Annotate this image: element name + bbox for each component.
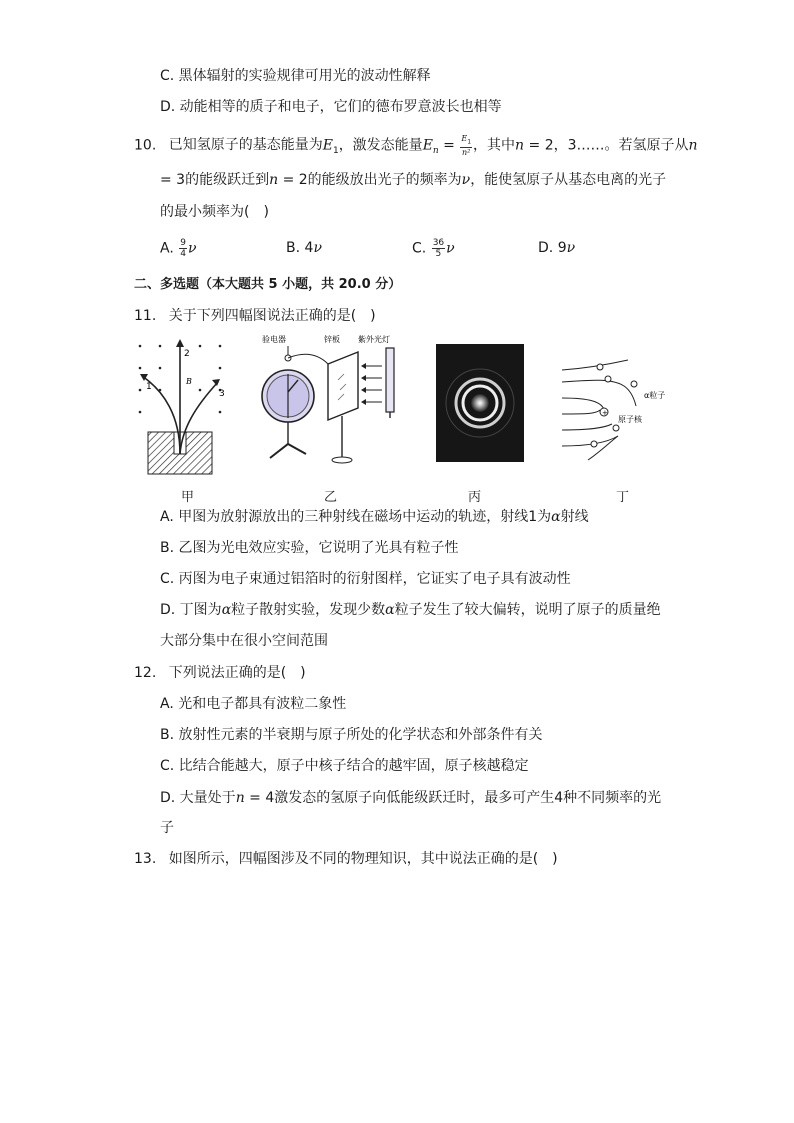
q13-stem: 如图所示，四幅图涉及不同的物理知识，其中说法正确的是( ) xyxy=(168,851,558,867)
q10-opt-d-val: 9 xyxy=(557,240,567,256)
figure-ding-alpha-scattering xyxy=(560,356,670,468)
q11-option-c: C. 丙图为电子束通过铝箔时的衍射图样，它证实了电子具有波动性 xyxy=(160,571,571,587)
q12-stem: 下列说法正确的是( ) xyxy=(168,665,306,681)
q12-option-d-cont: 子 xyxy=(160,820,174,836)
q11-opt-d-text1: D. 丁图为 xyxy=(160,602,222,618)
q12-number: 12. xyxy=(134,665,157,681)
q10-option-d xyxy=(538,238,575,258)
q10-n: n xyxy=(515,137,525,154)
q12-opt-d-n: n xyxy=(235,790,245,806)
q11-option-d xyxy=(160,600,661,620)
q12-opt-d-text1: D. 大量处于 xyxy=(160,790,236,806)
q10-text-a: 已知氢原子的基态能量为 xyxy=(168,137,323,154)
caption-jia: 甲 xyxy=(181,490,195,505)
q10-line2-a: = 3的能级跃迁到 xyxy=(160,172,270,188)
q12-opt-d-text2: = 4激发态的氢原子向低能级跃迁时，最多可产生4种不同频率的光 xyxy=(244,790,662,806)
q10-eq: = xyxy=(438,137,460,154)
q10-line-3: 的最小频率为( ) xyxy=(160,204,269,220)
q11-opt-d-alpha2: α xyxy=(385,602,395,618)
q11-opt-d-text3: 粒子发生了较大偏转，说明了原子的质量绝 xyxy=(394,602,661,618)
q10-opt-a-label: A. xyxy=(160,240,174,257)
jia-label-1: 1 xyxy=(146,382,152,392)
connecting-wire xyxy=(288,354,328,364)
nucleus-plus-icon: + xyxy=(602,409,608,417)
alpha-trajectories xyxy=(562,360,636,460)
q10-opt-a-num: 9 xyxy=(180,238,186,248)
q10-opt-d-label: D. xyxy=(538,240,554,256)
q11-stem-line xyxy=(134,306,376,326)
q13-number: 13. xyxy=(134,851,157,867)
q10-option-a xyxy=(160,238,196,259)
alpha-particle-markers xyxy=(591,364,637,447)
yi-label-uv-lamp: 紫外光灯 xyxy=(358,335,390,344)
q10-opt-c-num: 36 xyxy=(432,238,445,248)
q10-opt-a-den: 4 xyxy=(180,249,186,259)
q10-line-2 xyxy=(160,170,666,190)
q10-opt-a-v: ν xyxy=(187,240,197,257)
q10-energy-fraction xyxy=(460,134,472,157)
q11-stem: 关于下列四幅图说法正确的是( ) xyxy=(168,308,376,324)
yi-label-electroscope: 验电器 xyxy=(262,335,286,344)
caption-ding: 丁 xyxy=(616,490,630,505)
ding-label-alpha: α粒子 xyxy=(644,391,666,400)
q10-opt-b-label: B. xyxy=(286,240,301,256)
jia-label-3: 3 xyxy=(219,389,225,399)
q11-option-a xyxy=(160,507,589,527)
q10-frac-den: n² xyxy=(462,147,471,157)
q10-frac-num-sub: 1 xyxy=(467,138,472,146)
q9-option-c: C. 黑体辐射的实验规律可用光的波动性解释 xyxy=(160,68,431,84)
q10-e1: E xyxy=(322,137,333,154)
q10-opt-c-fraction xyxy=(432,238,445,259)
q10-frac-num: E xyxy=(461,134,468,143)
q10-en: E xyxy=(422,137,433,154)
q10-option-c xyxy=(412,238,455,259)
q10-e1-sub: 1 xyxy=(332,146,339,157)
q9-option-d: D. 动能相等的质子和电子，它们的德布罗意波长也相等 xyxy=(160,99,502,115)
q11-opt-d-alpha: α xyxy=(221,602,232,618)
q11-opt-a-text1: A. 甲图为放射源放出的三种射线在磁场中运动的轨迹，射线1为 xyxy=(160,509,552,525)
section-title-multiple-choice: 二、多选题（本大题共 5 小题，共 20.0 分） xyxy=(134,277,402,292)
zinc-plate xyxy=(328,352,358,420)
q10-text-b: ，激发态能量 xyxy=(338,137,423,154)
q10-opt-c-v: ν xyxy=(446,240,455,257)
figure-yi-photoelectric xyxy=(258,330,406,470)
q10-number: 10. xyxy=(134,137,157,154)
ray-2-arrow-icon xyxy=(176,339,184,347)
q11-opt-a-text2: 射线 xyxy=(560,509,589,525)
q12-option-a: A. 光和电子都具有波粒二象性 xyxy=(160,696,347,712)
yi-label-zinc: 锌板 xyxy=(324,335,340,344)
uv-lamp xyxy=(386,348,394,412)
q10-line-1 xyxy=(134,134,698,161)
q11-option-d-cont: 大部分集中在很小空间范围 xyxy=(160,633,328,649)
q10-line2-c: ，能使氢原子从基态电离的光子 xyxy=(470,172,667,188)
q10-line2-n: n xyxy=(269,172,279,188)
q11-opt-a-alpha: α xyxy=(551,509,561,525)
q10-opt-b-v: ν xyxy=(313,240,322,256)
q12-option-b: B. 放射性元素的半衰期与原子所处的化学状态和外部条件有关 xyxy=(160,727,543,743)
q11-number: 11. xyxy=(134,308,157,324)
q10-line2-b: = 2的能级放出光子的频率为 xyxy=(278,172,462,188)
figure-jia-radiation-tracks xyxy=(134,336,234,476)
q11-opt-d-text2: 粒子散射实验，发现少数 xyxy=(231,602,386,618)
q12-stem-line xyxy=(134,663,306,683)
zinc-plate-base xyxy=(332,457,352,463)
q10-en-sub: n xyxy=(432,146,439,157)
q10-n2: n xyxy=(688,137,698,154)
q10-opt-d-v: ν xyxy=(566,240,576,256)
q12-option-d xyxy=(160,788,661,808)
q10-opt-a-fraction xyxy=(179,238,187,259)
jia-label-b: B xyxy=(186,377,192,386)
electroscope-base xyxy=(270,444,306,458)
ding-label-nucleus: 原子核 xyxy=(618,415,642,424)
q13-stem-line xyxy=(134,849,558,869)
q11-option-b: B. 乙图为光电效应实验，它说明了光具有粒子性 xyxy=(160,540,459,556)
jia-label-2: 2 xyxy=(184,349,190,359)
q10-text-c: ，其中 xyxy=(473,137,516,154)
q12-option-c: C. 比结合能越大，原子中核子结合的越牢固，原子核越稳定 xyxy=(160,758,529,774)
figure-bing-diffraction xyxy=(436,344,524,462)
diffraction-center-spot xyxy=(471,394,489,412)
q10-line2-v: ν xyxy=(461,172,471,188)
uv-light-rays xyxy=(362,366,382,402)
q10-opt-c-label: C. xyxy=(412,240,427,257)
q10-opt-c-den: 5 xyxy=(435,249,442,259)
caption-yi: 乙 xyxy=(324,490,338,505)
q10-text-d: = 2，3……。若氢原子从 xyxy=(524,137,689,154)
caption-bing: 丙 xyxy=(468,490,482,505)
q10-option-b xyxy=(286,238,322,258)
q10-opt-b-val: 4 xyxy=(304,240,314,256)
